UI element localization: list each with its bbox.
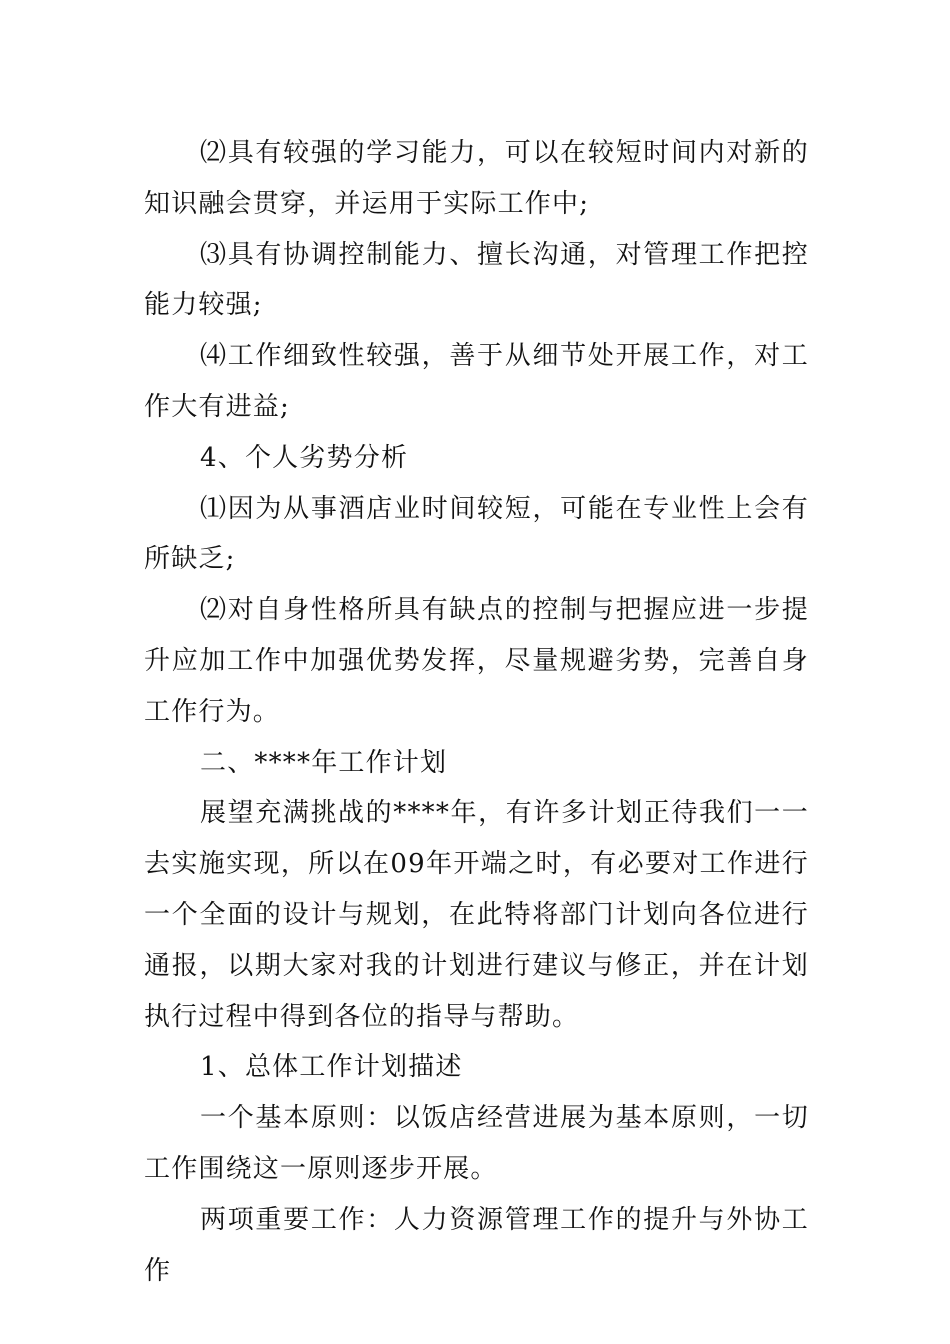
paragraph-coordination-ability: ⑶具有协调控制能力、擅长沟通，对管理工作把控能力较强; (144, 239, 809, 321)
paragraph-basic-principle: 一个基本原则：以饭店经营进展为基本原则，一切工作围绕这一原则逐步开展。 (144, 1103, 809, 1184)
section-heading-weakness: 4、个人劣势分析 (200, 442, 409, 473)
paragraph-two-key-tasks: 两项重要工作：人力资源管理工作的提升与外协工作 (144, 1204, 809, 1286)
paragraph-learning-ability: ⑵具有较强的学习能力，可以在较短时间内对新的知识融会贯穿，并运用于实际工作中; (144, 138, 809, 219)
document-body (144, 128, 809, 1296)
paragraph-outlook: 展望充满挑战的****年，有许多计划正待我们一一去实施实现，所以在09年开端之时，有必要对工作进行一个全面的设计与规划，在此特将部门计划向各位进行通报，以期大家对我的计划进行建议与修正，并在计划执行过程中得到各位的指导与帮助。 (144, 798, 809, 1032)
paragraph-attention-to-detail: ⑷工作细致性较强，善于从细节处开展工作，对工作大有进益; (144, 341, 809, 422)
section-heading-overall-plan: 1、总体工作计划描述 (200, 1052, 463, 1083)
paragraph-self-control: ⑵对自身性格所具有缺点的控制与把握应进一步提升应加工作中加强优势发挥，尽量规避劣势，完善自身工作行为。 (144, 595, 809, 727)
paragraph-lack-experience: ⑴因为从事酒店业时间较短，可能在专业性上会有所缺乏; (144, 493, 809, 575)
section-heading-work-plan: 二、****年工作计划 (200, 747, 448, 778)
